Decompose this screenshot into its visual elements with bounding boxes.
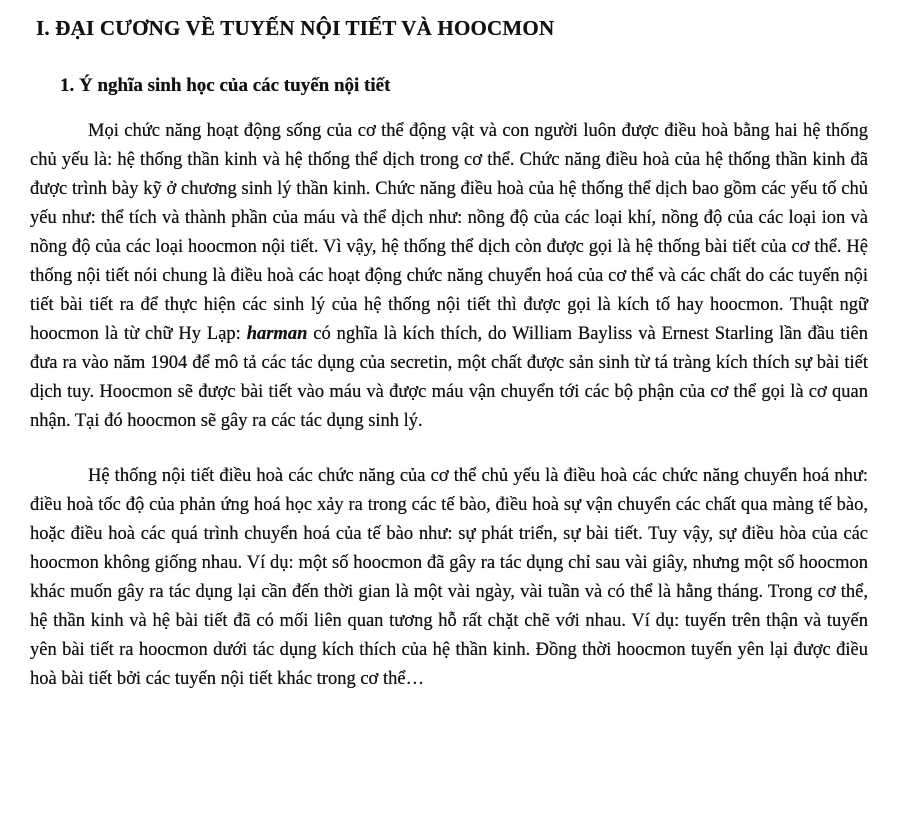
paragraph-regulation-text: Hệ thống nội tiết điều hoà các chức năng của cơ thể chủ yếu là điều hoà các chức năng chuyển hoá như: điều hoà tốc độ của phản ứng hoá học xảy ra trong các tế bào, điều hoà sự vận chuyển các chất qua màng tế bào, hoặc điều hoà các quá trình chuyển hoá của tế bào như: sự phát triển, sự bài tiết. Tuy vậy, sự điều hòa của các hoocmon không giống nhau. Ví dụ: một số hoocmon đã gây ra tác dụng chỉ sau vài giây, nhưng một số hoocmon khác muốn gây ra tác dụng lại cần đến thời gian là một vài ngày, vài tuần và có thể là hằng tháng. Trong cơ thể, hệ thần kinh và hệ bài tiết đã có mối liên quan tương hỗ rất chặt chẽ với nhau. Ví dụ: tuyến trên thận và tuyến yên bài tiết ra hoocmon dưới tác dụng kích thích của hệ thần kinh. Đồng thời hoocmon tuyến yên lại được điều hoà bài tiết bởi các tuyến nội tiết khác trong cơ thể… [30,466,868,689]
section-heading: 1. Ý nghĩa sinh học của các tuyến nội tiết [60,75,391,96]
paragraph-intro-text-after-term: có nghĩa là kích thích, do William Bayliss và Ernest Starling lần đầu tiên đưa ra vào năm 1904 để mô tả các tác dụng của secretin, một chất được sản sinh từ tá tràng kích thích sự bài tiết dịch tuy. Hoocmon sẽ được bài tiết vào máu và được máu vận chuyển tới các bộ phận của cơ thể gọi là cơ quan nhận. Tại đó hoocmon sẽ gây ra các tác dụng sinh lý. [30,324,869,431]
term-harman: harman [246,324,308,344]
chapter-heading: I. ĐẠI CƯƠNG VỀ TUYẾN NỘI TIẾT VÀ HOOCMON [36,16,555,40]
paragraph-intro-text-before-term: Mọi chức năng hoạt động sống của cơ thể động vật và con người luôn được điều hoà bằng hai hệ thống chủ yếu là: hệ thống thần kinh và hệ thống thể dịch trong cơ thể. Chức năng điều hoà của hệ thống thần kinh đã được trình bày kỹ ở chương sinh lý thần kinh. Chức năng điều hoà của hệ thống thể dịch bao gồm các yếu tố chủ yếu như: thể tích và thành phần của máu và thể dịch như: nồng độ của các loại khí, nồng độ của các loại ion và nồng độ của các loại hoocmon nội tiết. Vì vậy, hệ thống thể dịch còn được gọi là hệ thống bài tiết của cơ thể. Hệ thống nội tiết nói chung là điều hoà các hoạt động chức năng chuyển hoá của cơ thể và các chất do các tuyến nội tiết bài tiết ra để thực hiện các sinh lý của hệ thống nội tiết thì được gọi là kích tố hay hoocmon. Thuật ngữ hoocmon là từ chữ Hy Lạp: [30,121,868,344]
paragraph-regulation [30,462,868,694]
paragraph-intro [30,117,868,436]
